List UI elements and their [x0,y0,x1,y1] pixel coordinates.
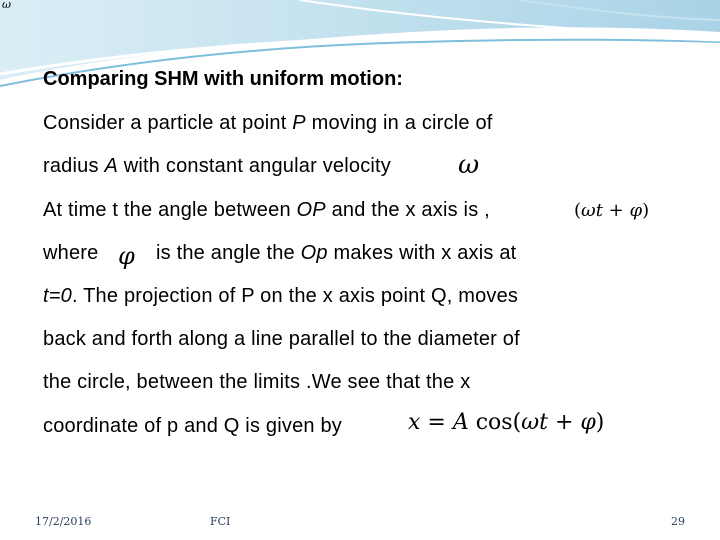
text-line-7 [43,371,470,394]
text-line-2 [43,155,391,178]
phase-expression [574,200,649,221]
math-paren: ) [642,200,650,221]
corner-omega-symbol: ω [2,0,11,11]
math-omega: ω [581,200,596,221]
footer-page-number: 29 [671,515,685,528]
math-phi: φ [629,200,643,221]
math-t: t [539,410,548,435]
text-line-6 [43,328,520,351]
text-line-4 [43,242,98,265]
text-segment-italic: t=0 [43,285,72,307]
math-paren: ( [574,200,582,221]
text-segment: Consider a particle at point [43,112,293,134]
text-line-8 [43,415,342,438]
math-plus: + [602,200,630,221]
math-equals: = [420,410,453,435]
text-segment: the circle, between the limits .We see that the x [43,371,471,393]
text-segment: makes with x axis at [327,242,517,264]
math-omega: ω [521,410,540,435]
text-line-1 [43,112,493,135]
text-line-4-cont [156,242,516,265]
text-segment: back and forth along a line parallel to the diameter of [43,328,520,350]
text-segment: where [43,242,99,264]
text-segment-italic: A [104,155,118,177]
text-segment-italic: OP [296,199,326,221]
math-paren: ) [595,410,605,435]
math-phi: φ [580,410,596,435]
text-segment: moving in a circle of [305,112,493,134]
text-segment: At time t the angle between [43,199,297,221]
position-equation [408,410,604,435]
text-segment-italic: P [292,112,306,134]
phi-symbol [118,242,135,270]
math-A: A [452,410,469,435]
slide-title: Comparing SHM with uniform motion: [43,68,403,90]
text-segment: with constant angular velocity [117,155,391,177]
math-cos: cos( [468,410,522,435]
text-line-5 [43,285,518,308]
text-segment-italic: Op [300,242,328,264]
text-segment: coordinate of p and Q is given by [43,415,343,437]
omega-glyph: ω [458,150,480,180]
math-t: t [595,200,603,221]
text-segment: and the x axis is , [325,199,490,221]
text-segment: is the angle the [156,242,301,264]
text-segment: . The projection of P on the x axis point Q, moves [71,285,519,307]
math-x: x [408,410,421,435]
text-line-3 [43,199,490,222]
omega-symbol [458,150,479,180]
footer-date: 17/2/2016 [35,515,92,528]
text-segment: radius [43,155,105,177]
math-plus: + [547,410,581,435]
footer-center-label: FCI [210,515,231,528]
phi-glyph: φ [118,242,135,270]
